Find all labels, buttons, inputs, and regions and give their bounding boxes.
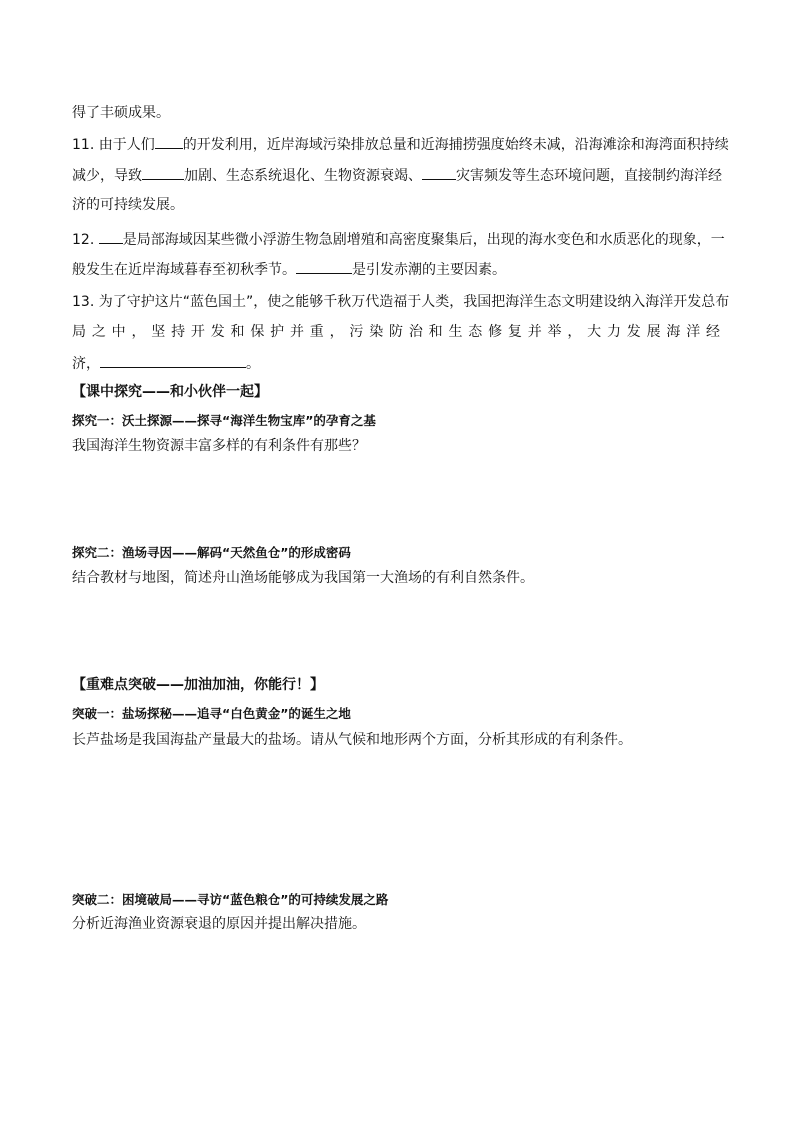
q13-char: 之	[91, 324, 106, 340]
q13-char: 护	[270, 324, 285, 340]
q11-text: 灾害频发等生态环境问题，直接制约海洋经	[456, 168, 722, 184]
q12-line-2	[72, 259, 506, 279]
q13-char: 局	[72, 324, 86, 340]
explore-2-title: 探究二：渔场寻因——解码“天然鱼仓”的形成密码	[72, 545, 351, 560]
q13-char: 力	[606, 324, 621, 340]
breakthrough-2-question: 分析近海渔业资源衰退的原因并提出解决措施。	[72, 916, 366, 932]
q11-line-3: 济的可持续发展。	[72, 197, 184, 213]
q13-char: 和	[230, 324, 245, 340]
continuation-text: 得了丰硕成果。	[72, 105, 170, 121]
breakthrough-1-title: 突破一：盐场探秘——追寻“白色黄金”的诞生之地	[72, 706, 351, 721]
q13-char: 展	[646, 324, 661, 340]
q13-char: 坚	[151, 324, 166, 340]
q13-char: 污	[349, 324, 364, 340]
q13-char: 治	[408, 324, 423, 340]
q13-char: 发	[210, 324, 225, 340]
q12-line-1	[72, 229, 725, 249]
q13-char: 举	[547, 324, 562, 340]
q13-char: 经	[706, 324, 720, 340]
q13-char: 防	[389, 324, 403, 340]
q11-text: 减少，导致	[72, 168, 142, 184]
q13-char: 态	[468, 324, 483, 340]
q13-char: 生	[448, 324, 463, 340]
q13-line-3	[72, 353, 260, 373]
breakthrough-2-title: 突破二：困境破局——寻访“蓝色粮仓”的可持续发展之路	[72, 892, 389, 907]
q13-char: 大	[587, 324, 602, 340]
explore-1-question: 我国海洋生物资源丰富多样的有利条件有那些？	[72, 438, 366, 454]
q11-blank-2[interactable]	[142, 165, 184, 180]
explore-1-title: 探究一：沃土探源——探寻“海洋生物宝库”的孕育之基	[72, 413, 376, 428]
q13-blank-1[interactable]	[100, 353, 246, 368]
q13-char: 并	[527, 324, 542, 340]
q13-char: 复	[507, 324, 522, 340]
q11-blank-1[interactable]	[155, 134, 183, 149]
q11-text: 加剧、生态系统退化、生物资源衰竭、	[184, 168, 422, 184]
q13-char: 染	[369, 324, 384, 340]
q12-text: 12.	[72, 232, 99, 248]
q11-text: 的开发利用，近岸海域污染排放总量和近海捕捞强度始终未减，沿海滩涂和海湾面积持续	[182, 137, 729, 153]
q12-blank-1[interactable]	[99, 229, 123, 244]
section-heading-key-difficulties: 【重难点突破——加油加油，你能行！】	[72, 677, 324, 693]
q13-line-2	[72, 323, 720, 341]
q13-text: 。	[246, 356, 260, 372]
q13-char: 和	[428, 324, 443, 340]
q11-line-1	[72, 134, 729, 154]
q13-char: ，	[329, 324, 344, 340]
q13-char: 中	[111, 324, 126, 340]
q11-text: 11. 由于人们	[72, 137, 155, 153]
q13-char: ，	[131, 324, 146, 340]
explore-2-question: 结合教材与地图，简述舟山渔场能够成为我国第一大渔场的有利自然条件。	[72, 570, 534, 586]
q12-text: 是引发赤潮的主要因素。	[352, 262, 506, 278]
q13-char: 修	[488, 324, 503, 340]
q13-char: 海	[666, 324, 681, 340]
breakthrough-1-question: 长芦盐场是我国海盐产量最大的盐场。请从气候和地形两个方面，分析其形成的有利条件。	[72, 732, 632, 748]
q11-line-2	[72, 165, 722, 185]
q12-text: 是局部海域因某些微小浮游生物急剧增殖和高密度聚集后，出现的海水变色和水质恶化的现象，一	[122, 232, 725, 248]
q11-blank-3[interactable]	[422, 165, 456, 180]
q13-char: 发	[626, 324, 641, 340]
q13-char: 洋	[686, 324, 701, 340]
q13-char: 重	[309, 324, 324, 340]
q12-blank-2[interactable]	[296, 259, 352, 274]
q13-char: ，	[567, 324, 582, 340]
q12-text: 般发生在近岸海域暮春至初秋季节。	[72, 262, 296, 278]
q13-char: 开	[190, 324, 205, 340]
q13-line-1: 13. 为了守护这片“蓝色国土”，使之能够千秋万代造福于人类，我国把海洋生态文明建设纳入海洋开发总布	[72, 294, 730, 310]
section-heading-in-class-inquiry: 【课中探究——和小伙伴一起】	[72, 384, 268, 400]
q13-text: 济，	[72, 356, 100, 372]
q13-char: 保	[250, 324, 265, 340]
q13-char: 持	[171, 324, 186, 340]
q13-char: 并	[289, 324, 304, 340]
